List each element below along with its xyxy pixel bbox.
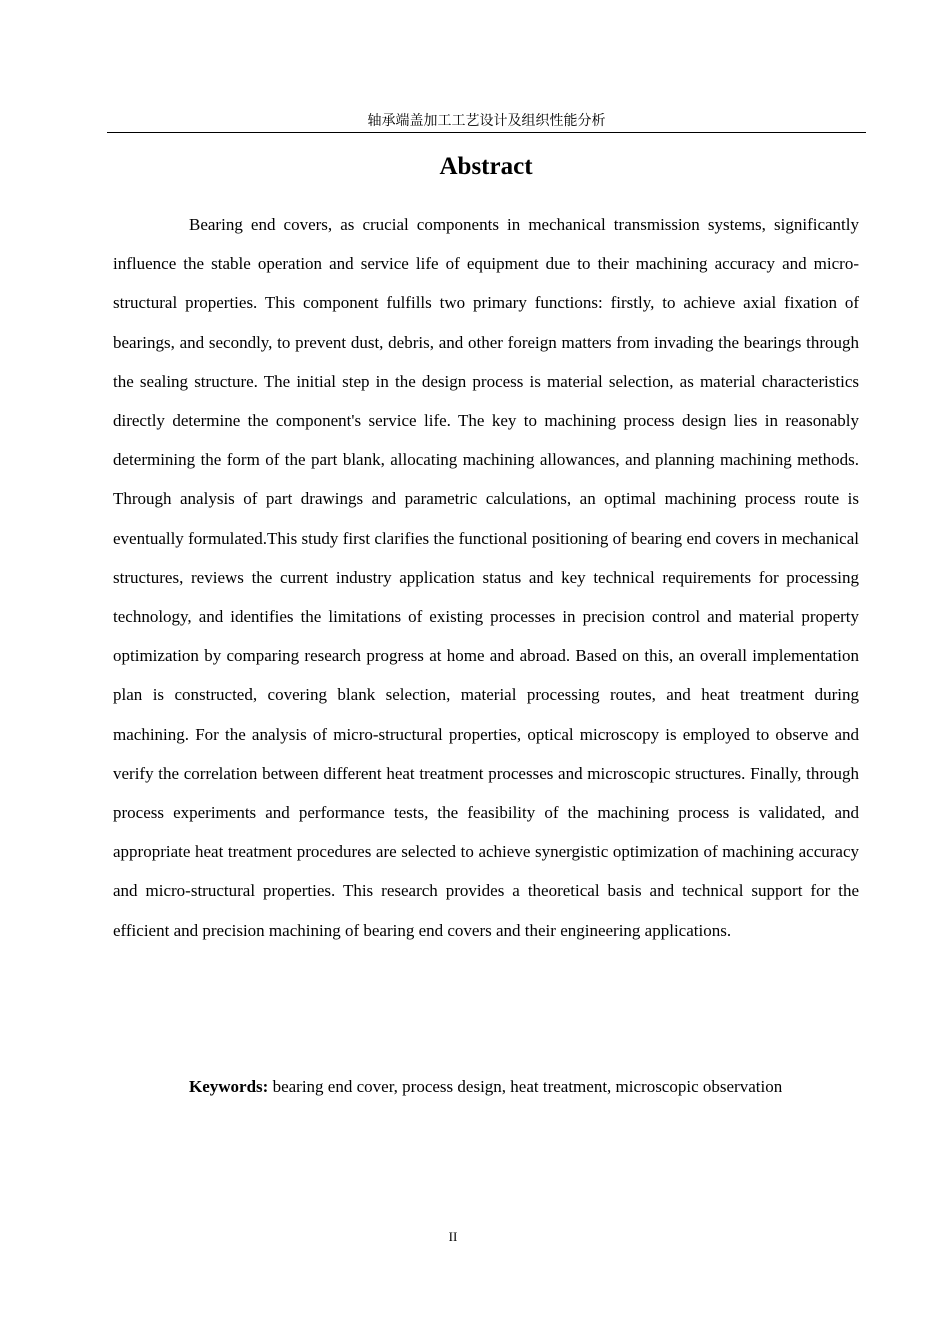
abstract-body: Bearing end covers, as crucial components in mechanical transmission systems, significantly influence the stable operation and service life of equipment due to their machining accuracy and micro-structural properties. This component fulfills two primary functions: firstly, to achieve axial fixation of bearings, and secondly, to prevent dust, debris, and other foreign matters from invading the bearings through the sealing structure. The initial step in the design process is material selection, as material characteristics directly determine the component's service life. The key to machining process design lies in reasonably determining the form of the part blank, allocating machining allowances, and planning machining methods. Through analysis of part drawings and parametric calculations, an optimal machining process route is eventually formulated.This study first clarifies the functional positioning of bearing end covers in mechanical structures, reviews the current industry application status and key technical requirements for processing technology, and identifies the limitations of existing processes in precision control and material property optimization by comparing research progress at home and abroad. Based on this, an overall implementation plan is constructed, covering blank selection, material processing routes, and heat treatment during machining. For the analysis of micro-structural properties, optical microscopy is employed to observe and verify the correlation between different heat treatment processes and microscopic structures. Finally, through process experiments and performance tests, the feasibility of the machining process is validated, and appropriate heat treatment procedures are selected to achieve synergistic optimization of machining accuracy and micro-structural properties. This research provides a theoretical basis and technical support for the efficient and precision machining of bearing end covers and their engineering applications. xyxy=(113,215,859,940)
keywords-label: Keywords: xyxy=(189,1077,269,1096)
keywords-line xyxy=(113,1067,859,1106)
abstract-title: Abstract xyxy=(439,153,533,180)
running-header xyxy=(107,111,866,133)
running-header-title: 轴承端盖加工工艺设计及组织性能分析 xyxy=(367,113,606,129)
page-number: II xyxy=(448,1229,458,1244)
keywords-list: bearing end cover, process design, heat treatment, microscopic observation xyxy=(268,1077,783,1096)
